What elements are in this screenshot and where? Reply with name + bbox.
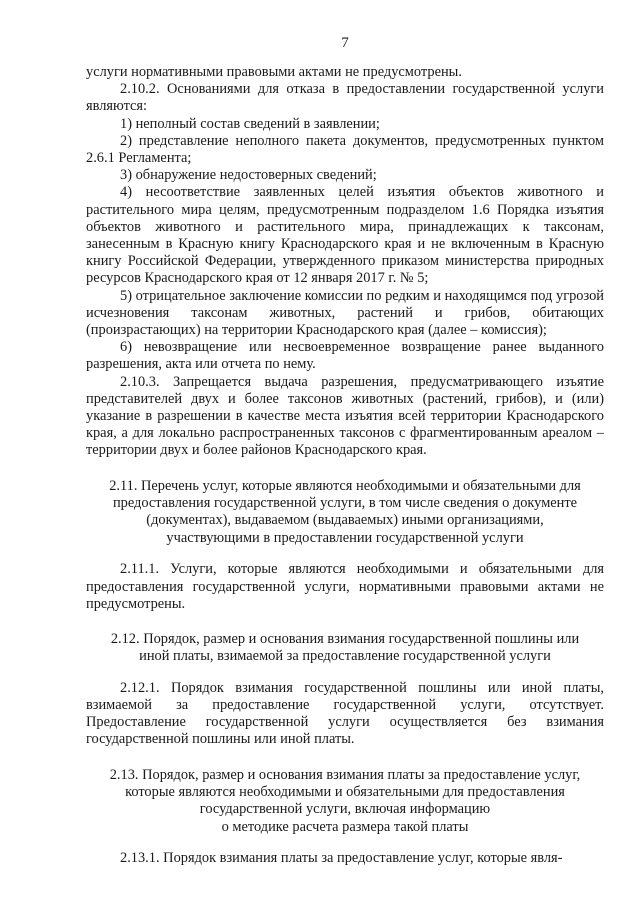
list-item-4: 4) несоответствие заявленных целей изъятия объектов животного и растительного мира целям, предусмотренным подразделом 1.6 Порядка изъятия объектов животного и растительного мира, принадлежащих к таксонам, занесенным в Красную книгу Краснодарского края и не включенным в Красную книгу Российской Федерации, утвержденного приказом министерства природных ресурсов Краснодарского края от 12 января 2017 г. № 5; <box>86 184 604 287</box>
paragraph-2-13-1: 2.13.1. Порядок взимания платы за предоставление услуг, которые явля- <box>120 850 563 867</box>
heading-line: участвующими в предоставлении государственной услуги <box>166 529 524 546</box>
paragraph-continuation: услуги нормативными правовыми актами не предусмотрены. <box>86 64 462 80</box>
section-heading-2-11 <box>86 478 604 548</box>
paragraph-2-10-2: 2.10.2. Основаниями для отказа в предоставлении государственной услуги являются: <box>86 81 604 115</box>
list-item-5: 5) отрицательное заключение комиссии по редким и находящимся под угрозой исчезновения таксонам животных, растений и грибов, обитающих (произрастающих) на территории Краснодарского края (далее – комиссия); <box>86 287 604 339</box>
heading-line: 2.11. Перечень услуг, которые являются необходимыми и обязательными для <box>109 477 581 494</box>
heading-line: 2.13. Порядок, размер и основания взимания платы за предоставление услуг, <box>109 766 581 783</box>
list-item-2: 2) представление неполного пакета документов, предусмотренных пунктом 2.6.1 Регламента; <box>86 132 604 167</box>
heading-line: предоставления государственной услуги, в том числе сведения о документе <box>112 495 578 512</box>
heading-line: о методике расчета размера такой платы <box>221 818 469 835</box>
paragraph-2-11-1: 2.11.1. Услуги, которые являются необходимыми и обязательными для предоставления государственной услуги, нормативными правовыми актами не предусмотрены. <box>86 561 604 612</box>
paragraph-2-10-3: 2.10.3. Запрещается выдача разрешения, предусматривающего изъятие представителей двух и более таксонов животных (растений, грибов), и (или) указание в разрешении в качестве места изъятия всей территории Краснодарского края, а для локально распространенных таксонов с фрагментированным ареалом – территории двух и более районов Краснодарского края. <box>86 373 604 459</box>
paragraph-2-12-1: 2.12.1. Порядок взимания государственной пошлины или иной платы, взимаемой за предоставление государственной услуги, отсутствует. Предоставление государственной услуги осуществляется без взимания государственной пошлины или иной платы. <box>86 679 604 748</box>
heading-line: 2.12. Порядок, размер и основания взимания государственной пошлины или <box>110 630 580 647</box>
list-item-3: 3) обнаружение недостоверных сведений; <box>120 167 377 184</box>
page-number: 7 <box>341 35 349 51</box>
section-heading-2-13 <box>86 767 604 837</box>
section-heading-2-12 <box>86 631 604 666</box>
heading-line: (документах), выдаваемом (выдаваемых) иными организациями, <box>146 512 544 529</box>
list-item-6: 6) невозвращение или несвоевременное возвращение ранее выданного разрешения, акта или отчета по нему. <box>86 339 604 373</box>
heading-line: иной платы, взимаемой за предоставление государственной услуги <box>139 648 551 665</box>
list-item-1: 1) неполный состав сведений в заявлении; <box>120 115 380 132</box>
heading-line: которые являются необходимыми и обязательными для предоставления <box>125 783 565 800</box>
heading-line: государственной услуги, включая информацию <box>199 801 491 818</box>
